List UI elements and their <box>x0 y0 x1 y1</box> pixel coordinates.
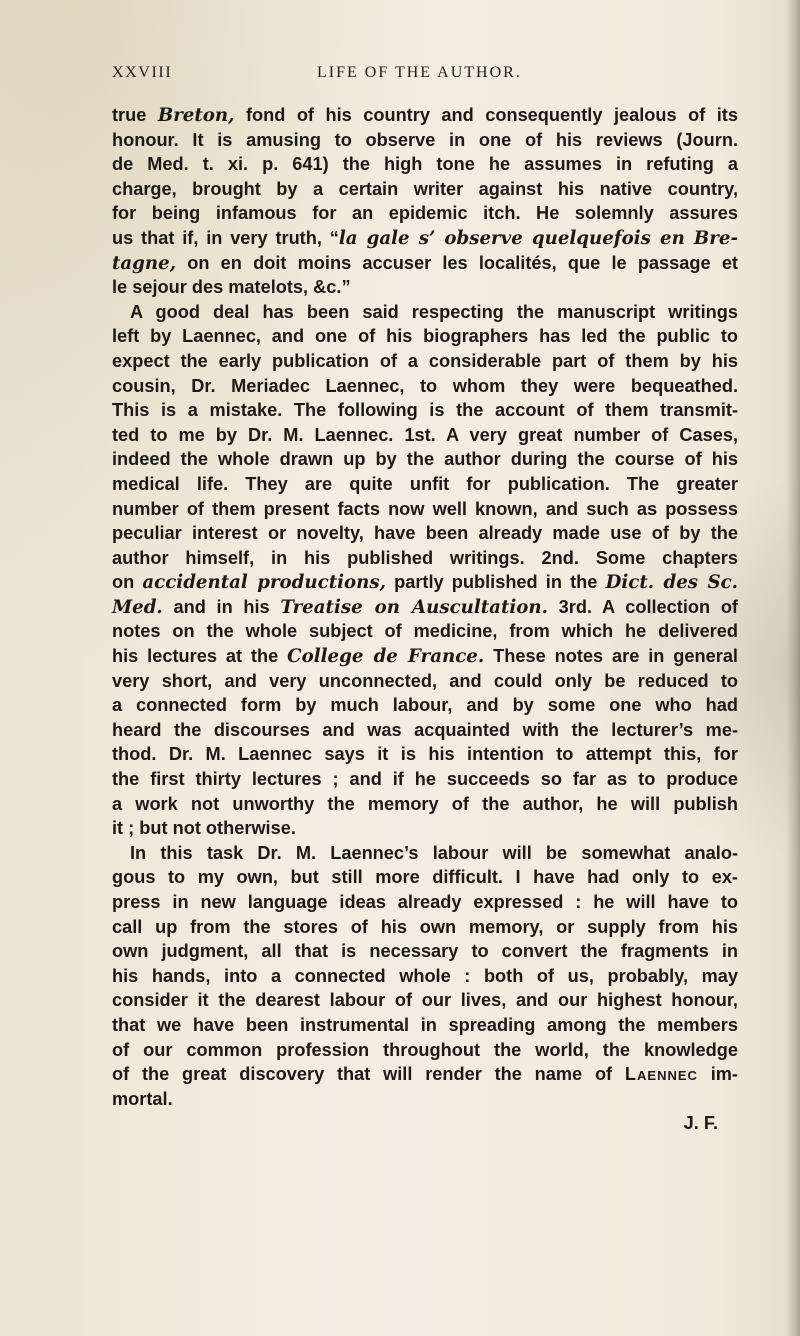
text-line <box>112 693 738 718</box>
running-head <box>112 64 732 86</box>
italic-text: Treatise on Auscultation. <box>280 596 548 618</box>
text-run: indeed the whole drawn up by the author during the course of his <box>112 449 738 470</box>
text-line <box>112 423 738 448</box>
text-run: A good deal has been said respecting the manuscript writings <box>130 301 738 322</box>
text-run: notes on the whole subject of medicine, from which he delivered <box>112 621 738 642</box>
body-text <box>112 103 738 1136</box>
text-line <box>112 546 738 571</box>
text-run: expect the early publication of a considerable part of them by his <box>112 350 738 371</box>
text-line <box>112 128 738 153</box>
text-run: honour. It is amusing to observe in one of his reviews (Journ. <box>112 129 738 150</box>
text-run: of the great discovery that will render the name of <box>112 1064 625 1085</box>
text-line <box>112 152 738 177</box>
text-line <box>112 841 738 866</box>
text-run: heard the discourses and was acquainted with the lecturer’s me- <box>112 719 738 740</box>
text-line <box>112 595 738 620</box>
text-run: of our common profession throughout the world, the knowledge <box>112 1039 738 1060</box>
text-run: left by Laennec, and one of his biographers has led the public to <box>112 326 738 347</box>
text-run: own judgment, all that is necessary to convert the fragments in <box>112 941 738 962</box>
page-edge-shadow <box>786 0 800 1336</box>
text-run: 3rd. A collection of <box>547 596 738 617</box>
text-run: call up from the stores of his own memory, or supply from his <box>112 916 738 937</box>
text-run: consider it the dearest labour of our lives, and our highest honour, <box>112 990 738 1011</box>
text-line <box>112 226 738 251</box>
text-line <box>112 1087 738 1112</box>
text-line <box>112 472 738 497</box>
text-run: le sejour des matelots, &c.” <box>112 277 351 298</box>
text-run: the first thirty lectures ; and if he succeeds so far as to produce <box>112 769 738 790</box>
text-line <box>112 521 738 546</box>
text-line <box>112 915 738 940</box>
text-run: thod. Dr. M. Laennec says it is his intention to attempt this, for <box>112 744 738 765</box>
text-line <box>112 767 738 792</box>
text-line <box>112 177 738 202</box>
text-run: fond of his country and consequently jealous of its <box>234 105 738 125</box>
text-line <box>112 570 738 595</box>
text-run: author himself, in his published writings. 2nd. Some chapters <box>112 547 738 568</box>
text-line <box>112 718 738 743</box>
text-run: that we have been instrumental in spreading among the members <box>112 1014 738 1035</box>
italic-text: tagne, <box>112 252 177 274</box>
text-line <box>112 669 738 694</box>
text-run: his lectures at the <box>112 646 288 667</box>
text-run: These notes are in general <box>484 646 738 667</box>
text-run: de Med. t. xi. p. 641) the high tone he assumes in refuting a <box>112 154 738 175</box>
text-run: true <box>112 105 158 125</box>
page-number: XXVIII <box>112 64 173 81</box>
text-line <box>112 447 738 472</box>
italic-text: Breton, <box>157 105 235 126</box>
italic-text: Med. <box>112 596 163 618</box>
text-line <box>112 201 738 226</box>
text-run: number of them present facts now well known, and such as possess <box>112 498 738 519</box>
text-run: mortal. <box>112 1088 173 1109</box>
italic-text: la gale s’ observe quelquefois en Bre- <box>338 227 738 249</box>
text-line <box>112 497 738 522</box>
text-line <box>112 890 738 915</box>
text-run: it ; but not otherwise. <box>112 818 296 839</box>
text-run: In this task Dr. M. Laennec’s labour will be somewhat analo- <box>130 842 738 863</box>
running-title: LIFE OF THE AUTHOR. <box>317 64 522 81</box>
italic-text: College de France. <box>287 646 485 668</box>
text-line <box>112 374 738 399</box>
text-run: press in new language ideas already expressed : he will have to <box>112 892 738 912</box>
text-run: and in his <box>162 596 281 617</box>
text-line <box>112 792 738 817</box>
text-run: medical life. They are quite unfit for publication. The greater <box>112 473 738 494</box>
text-line <box>112 275 738 300</box>
text-run: partly published in the <box>385 572 606 593</box>
italic-text: Dict. des Sc. <box>605 572 738 594</box>
text-line <box>112 398 738 423</box>
text-run: This is a mistake. The following is the account of them transmit- <box>112 400 738 421</box>
text-run: us that if, in very truth, “ <box>112 227 339 248</box>
text-line <box>112 324 738 349</box>
text-line <box>112 816 738 841</box>
text-line <box>112 1038 738 1063</box>
text-run: cousin, Dr. Meriadec Laennec, to whom they were bequeathed. <box>112 375 738 396</box>
text-line <box>112 865 738 890</box>
text-run: a work not unworthy the memory of the author, he will publish <box>112 793 738 814</box>
text-line <box>112 349 738 374</box>
text-run: a connected form by much labour, and by some one who had <box>112 695 738 716</box>
text-run: for being infamous for an epidemic itch. He solemnly assures <box>112 203 738 224</box>
text-line <box>112 1013 738 1038</box>
text-run: charge, brought by a certain writer against his native country, <box>112 178 738 199</box>
text-line <box>112 964 738 989</box>
text-line <box>112 988 738 1013</box>
text-line <box>112 644 738 669</box>
text-run: very short, and very unconnected, and could only be reduced to <box>112 670 738 691</box>
text-line <box>112 619 738 644</box>
text-run: on <box>112 572 143 593</box>
text-run: on en doit moins accuser les localités, que le passage et <box>176 252 738 273</box>
text-run: im- <box>697 1064 738 1085</box>
text-line <box>112 1062 738 1087</box>
small-caps-text: Laennec <box>624 1064 698 1085</box>
italic-text: accidental productions, <box>142 572 386 594</box>
signature: J. F. <box>683 1113 718 1134</box>
text-run: gous to my own, but still more difficult. I have had only to ex- <box>112 867 738 888</box>
text-run: his hands, into a connected whole : both of us, probably, may <box>112 965 738 986</box>
text-line <box>112 300 738 325</box>
text-line <box>112 939 738 964</box>
text-line <box>112 251 738 276</box>
text-run: ted to me by Dr. M. Laennec. 1st. A very great number of Cases, <box>112 424 738 445</box>
text-line <box>112 103 738 128</box>
text-line <box>112 742 738 767</box>
text-run: peculiar interest or novelty, have been already made use of by the <box>112 523 738 544</box>
